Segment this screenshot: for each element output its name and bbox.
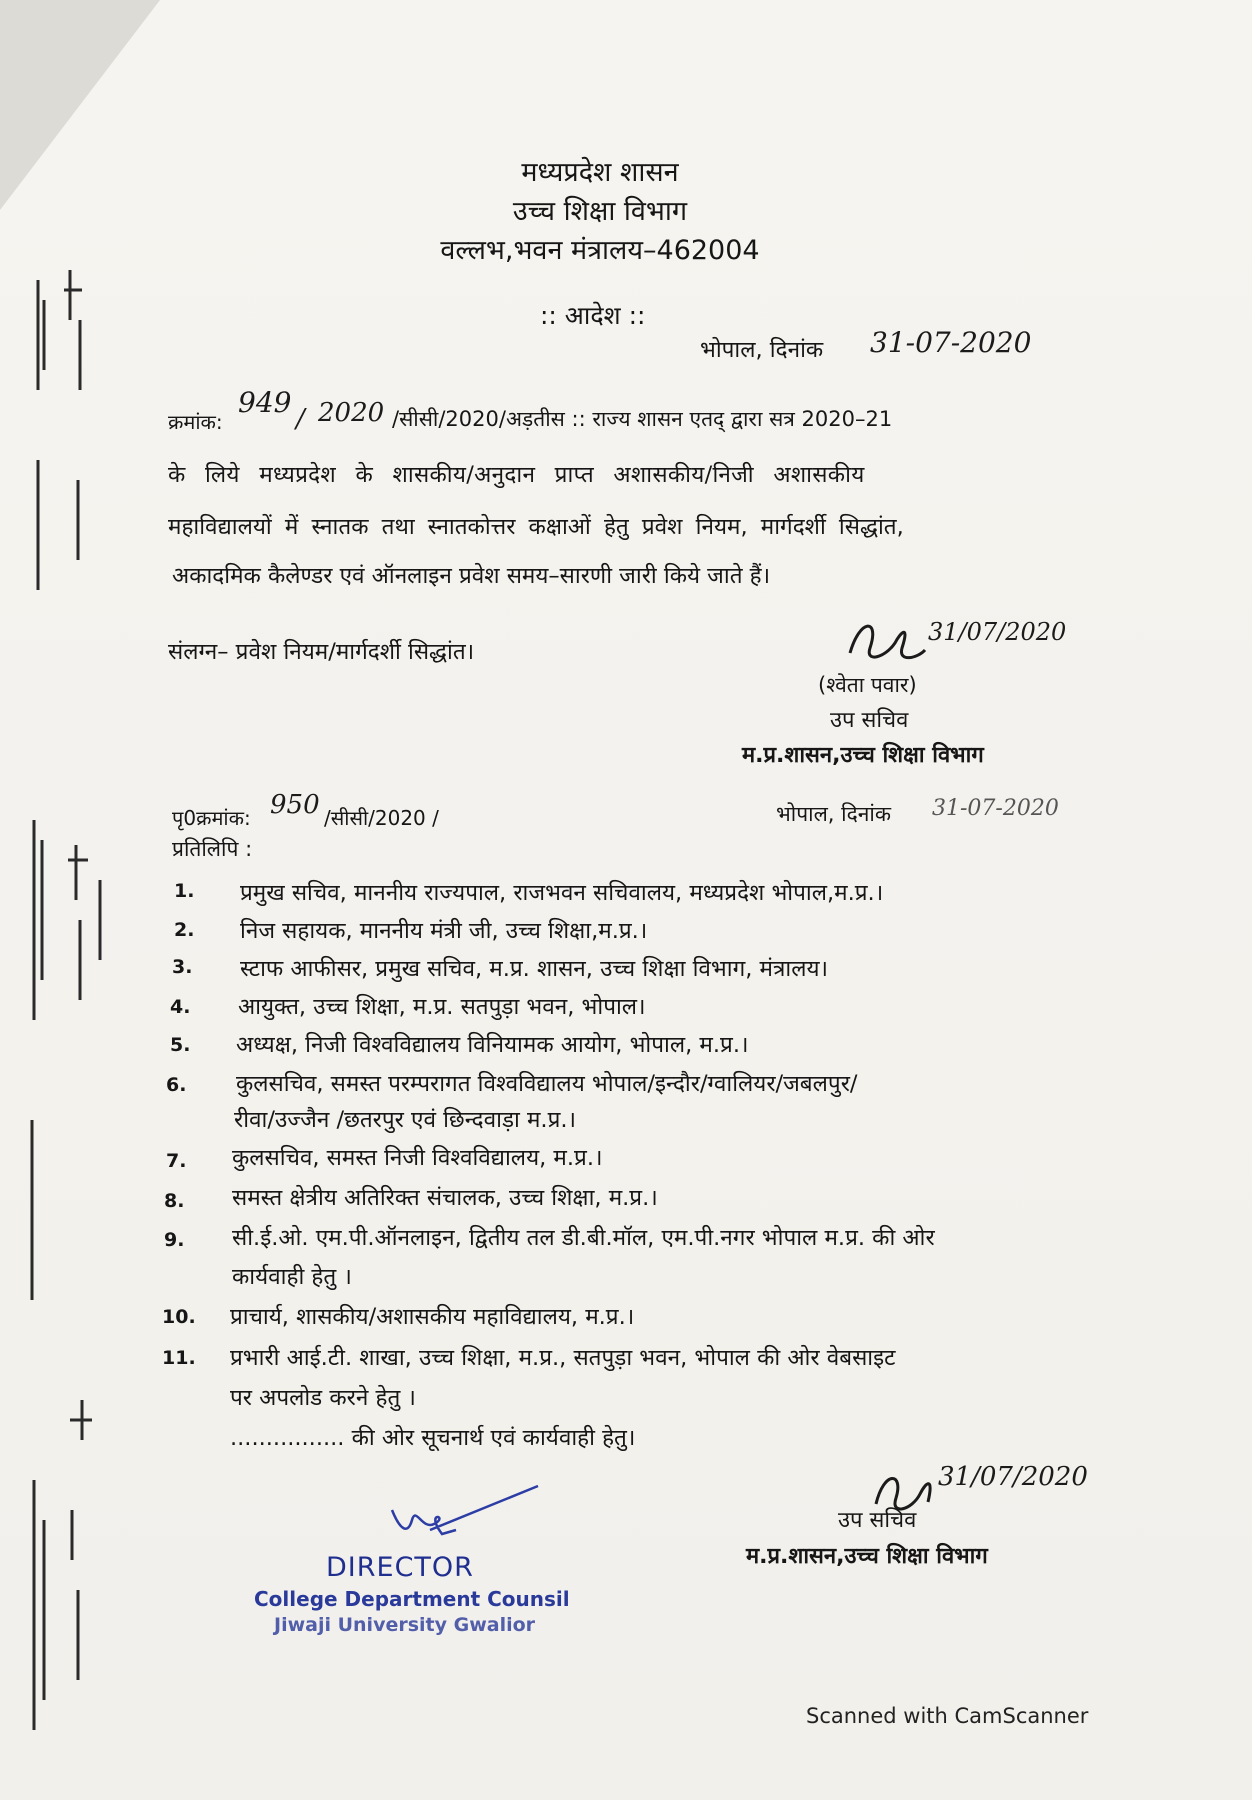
list-item-number: 2. xyxy=(174,919,195,941)
signature-1-date: 31/07/2020 xyxy=(928,618,1067,646)
list-item-text-continued: पर अपलोड करने हेतु । xyxy=(230,1385,416,1411)
list-item-text-continued: रीवा/उज्जैन /छतरपुर एवं छिन्दवाड़ा म.प्र.। xyxy=(234,1107,577,1133)
list-item-number: 9. xyxy=(164,1229,185,1251)
list-item-text: प्रमुख सचिव, माननीय राज्यपाल, राजभवन सचिवालय, मध्यप्रदेश भोपाल,म.प्र.। xyxy=(240,880,884,906)
header-address: वल्लभ,भवन मंत्रालय–462004 xyxy=(440,235,760,266)
scanner-watermark: Scanned with CamScanner xyxy=(806,1704,1089,1728)
order-para-line3: महाविद्यालयों में स्नातक तथा स्नातकोत्तर कक्षाओं हेतु प्रवेश नियम, मार्गदर्शी सिद्धांत, xyxy=(168,514,904,540)
list-item-text: कुलसचिव, समस्त निजी विश्वविद्यालय, म.प्र.। xyxy=(232,1145,603,1171)
list-item-number: 11. xyxy=(162,1347,196,1369)
order-date-handwritten: 31-07-2020 xyxy=(870,326,1032,359)
copy-place-date-label: भोपाल, दिनांक xyxy=(776,802,891,826)
stamp-director-title: DIRECTOR xyxy=(326,1552,474,1583)
stamp-line-2: Jiwaji University Gwalior xyxy=(274,1614,536,1636)
binding-marks xyxy=(20,260,130,1760)
list-item-text: अध्यक्ष, निजी विश्वविद्यालय विनियामक आयोग, भोपाल, म.प्र.। xyxy=(236,1032,749,1058)
list-item-number: 4. xyxy=(170,996,191,1018)
header-department: उच्च शिक्षा विभाग xyxy=(512,196,688,227)
order-place-date-label: भोपाल, दिनांक xyxy=(700,337,824,363)
signatory-1-designation: उप सचिव xyxy=(830,708,909,733)
order-para-line4: अकादमिक कैलेण्डर एवं ऑनलाइन प्रवेश समय–सारणी जारी किये जाते हैं। xyxy=(172,563,771,589)
copy-ref-number: 950 xyxy=(270,790,320,820)
list-item-text: निज सहायक, माननीय मंत्री जी, उच्च शिक्षा,म.प्र.। xyxy=(240,918,648,944)
copy-ref-suffix: /सीसी/2020 / xyxy=(324,806,439,830)
header-government: मध्यप्रदेश शासन xyxy=(521,157,679,188)
copy-ref-prefix: पृ0क्रमांक: xyxy=(172,806,251,830)
list-item-number: 1. xyxy=(174,880,195,902)
list-item-text: समस्त क्षेत्रीय अतिरिक्त संचालक, उच्च शिक्षा, म.प्र.। xyxy=(232,1185,658,1211)
list-item-number: 3. xyxy=(172,956,193,978)
signature-2-date: 31/07/2020 xyxy=(938,1462,1088,1492)
signatory-1-name: (श्वेता पवार) xyxy=(818,673,917,697)
list-item-number: 8. xyxy=(164,1190,185,1212)
list-item-text: कुलसचिव, समस्त परम्परागत विश्वविद्यालय भोपाल/इन्दौर/ग्वालियर/जबलपुर/ xyxy=(236,1071,858,1097)
signatory-1-department: म.प्र.शासन,उच्च शिक्षा विभाग xyxy=(742,743,984,768)
order-title: :: आदेश :: xyxy=(540,301,646,330)
signature-1 xyxy=(840,608,930,668)
list-item-number: 5. xyxy=(170,1034,191,1056)
copy-closing: ................ की ओर सूचनार्थ एवं कार्यवाही हेतु। xyxy=(230,1425,636,1451)
order-enclosure: संलग्न– प्रवेश नियम/मार्गदर्शी सिद्धांत। xyxy=(168,639,475,665)
copy-date-handwritten: 31-07-2020 xyxy=(932,796,1059,821)
order-ref-year: 2020 xyxy=(318,398,385,428)
stamp-line-1: College Department Counsil xyxy=(254,1587,570,1611)
list-item-number: 10. xyxy=(162,1306,196,1328)
order-ref-slash: / xyxy=(296,404,305,434)
order-para-line2: के लिये मध्यप्रदेश के शासकीय/अनुदान प्राप्त अशासकीय/निजी अशासकीय xyxy=(168,462,865,488)
list-item-text-continued: कार्यवाही हेतु । xyxy=(232,1264,352,1290)
order-ref-suffix: /सीसी/2020/अड़तीस :: राज्य शासन एतद् द्वारा सत्र 2020–21 xyxy=(392,407,893,431)
copy-label: प्रतिलिपि : xyxy=(172,837,253,861)
order-ref-number: 949 xyxy=(238,386,292,419)
director-signature xyxy=(390,1480,540,1544)
order-ref-prefix: क्रमांक: xyxy=(168,410,223,434)
list-item-text: प्राचार्य, शासकीय/अशासकीय महाविद्यालय, म.प्र.। xyxy=(230,1304,635,1330)
list-item-text: स्टाफ आफीसर, प्रमुख सचिव, म.प्र. शासन, उच्च शिक्षा विभाग, मंत्रालय। xyxy=(240,956,829,982)
signatory-2-department: म.प्र.शासन,उच्च शिक्षा विभाग xyxy=(746,1544,988,1569)
folded-corner xyxy=(0,0,160,210)
list-item-text: आयुक्त, उच्च शिक्षा, म.प्र. सतपुड़ा भवन, भोपाल। xyxy=(238,994,646,1020)
list-item-text: सी.ई.ओ. एम.पी.ऑनलाइन, द्वितीय तल डी.बी.मॉल, एम.पी.नगर भोपाल म.प्र. की ओर xyxy=(232,1225,935,1251)
signatory-2-designation: उप सचिव xyxy=(838,1508,917,1533)
list-item-number: 6. xyxy=(166,1074,187,1096)
list-item-number: 7. xyxy=(166,1150,187,1172)
list-item-text: प्रभारी आई.टी. शाखा, उच्च शिक्षा, म.प्र., सतपुड़ा भवन, भोपाल की ओर वेबसाइट xyxy=(230,1345,896,1371)
